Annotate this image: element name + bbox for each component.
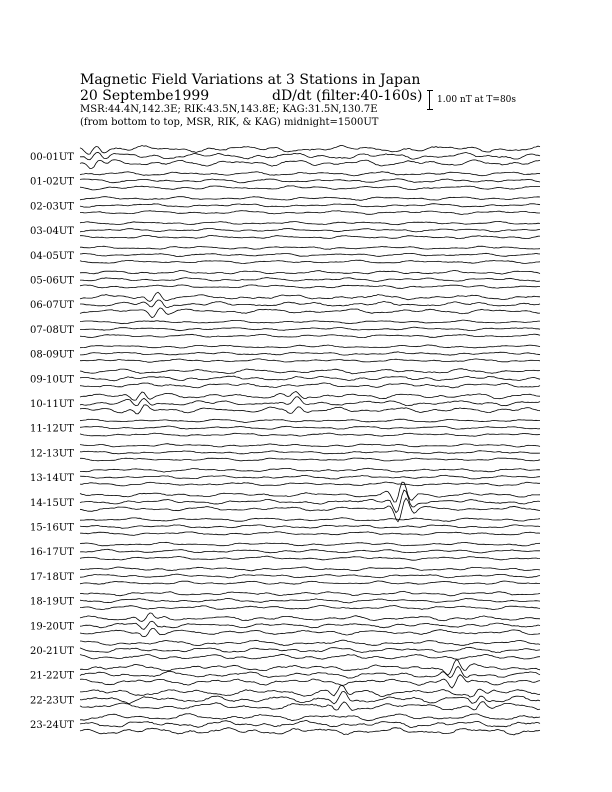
hour-label-6: 06-07UT	[30, 300, 74, 312]
trace-msr-hour-18	[80, 591, 540, 596]
hour-label-12: 12-13UT	[30, 448, 74, 460]
trace-kag-hour-4	[80, 260, 540, 264]
trace-msr-hour-9	[80, 369, 540, 374]
trace-msr-hour-8	[80, 345, 540, 348]
hour-label-4: 04-05UT	[30, 250, 74, 262]
hour-label-3: 03-04UT	[30, 226, 74, 238]
trace-msr-hour-6	[80, 292, 540, 301]
trace-rik-hour-13	[80, 475, 540, 479]
trace-rik-hour-1	[80, 179, 540, 183]
trace-rik-hour-8	[80, 352, 540, 355]
hour-label-21: 21-22UT	[30, 670, 74, 682]
trace-kag-hour-22	[80, 702, 540, 711]
trace-msr-hour-1	[80, 172, 540, 176]
hour-label-9: 09-10UT	[30, 374, 74, 386]
trace-msr-hour-17	[80, 567, 540, 571]
trace-kag-hour-5	[80, 285, 540, 289]
hour-label-22: 22-23UT	[30, 695, 74, 707]
trace-kag-hour-19	[80, 628, 540, 636]
trace-msr-hour-0	[80, 145, 540, 154]
trace-rik-hour-21	[80, 666, 540, 678]
trace-msr-hour-4	[80, 246, 540, 249]
trace-rik-hour-9	[80, 376, 540, 381]
trace-msr-hour-15	[80, 518, 540, 522]
trace-rik-hour-15	[80, 525, 540, 528]
trace-rik-hour-2	[80, 204, 540, 207]
trace-kag-hour-0	[80, 160, 540, 169]
trace-msr-hour-19	[80, 613, 540, 622]
trace-kag-hour-21	[80, 675, 540, 688]
hour-label-18: 18-19UT	[30, 596, 74, 608]
trace-msr-hour-11	[80, 419, 540, 422]
trace-rik-hour-7	[80, 327, 540, 331]
trace-msr-hour-12	[80, 444, 540, 447]
trace-rik-hour-22	[80, 691, 540, 704]
trace-rik-hour-20	[80, 647, 540, 652]
hour-label-2: 02-03UT	[30, 201, 74, 213]
trace-kag-hour-16	[80, 556, 540, 560]
trace-rik-hour-10	[80, 397, 540, 406]
trace-kag-hour-10	[80, 405, 540, 414]
trace-kag-hour-18	[80, 606, 540, 610]
trace-rik-hour-23	[80, 720, 540, 727]
trace-order-note: (from bottom to top, MSR, RIK, & KAG) midnight=1500UT	[80, 117, 379, 128]
hour-label-19: 19-20UT	[30, 621, 74, 633]
hour-label-13: 13-14UT	[30, 473, 74, 485]
trace-rik-hour-12	[80, 451, 540, 454]
trace-kag-hour-2	[80, 211, 540, 215]
trace-msr-hour-3	[80, 221, 540, 224]
trace-msr-hour-2	[80, 197, 540, 201]
trace-kag-hour-7	[80, 334, 540, 338]
hour-label-7: 07-08UT	[30, 324, 74, 336]
hour-label-16: 16-17UT	[30, 547, 74, 559]
chart-date: 20 Septembe1999	[80, 88, 210, 104]
trace-rik-hour-5	[80, 278, 540, 282]
trace-rik-hour-4	[80, 253, 540, 256]
trace-kag-hour-20	[80, 654, 540, 659]
trace-msr-hour-20	[80, 640, 540, 645]
hour-label-17: 17-18UT	[30, 571, 74, 583]
trace-msr-hour-14	[80, 482, 540, 502]
hour-label-11: 11-12UT	[30, 423, 74, 435]
scale-label: 1.00 nT at T=80s	[437, 95, 517, 105]
chart-title: Magnetic Field Variations at 3 Stations in Japan	[80, 72, 421, 88]
hour-label-20: 20-21UT	[30, 646, 74, 657]
trace-rik-hour-19	[80, 621, 540, 629]
trace-msr-hour-21	[80, 660, 540, 675]
trace-kag-hour-9	[80, 383, 540, 388]
trace-kag-hour-12	[80, 458, 540, 461]
trace-kag-hour-1	[80, 186, 540, 190]
hour-label-0: 00-01UT	[30, 152, 74, 163]
trace-msr-hour-5	[80, 270, 540, 274]
trace-msr-hour-7	[80, 320, 540, 324]
trace-rik-hour-11	[80, 426, 540, 429]
trace-kag-hour-6	[80, 308, 540, 318]
trace-msr-hour-16	[80, 542, 540, 546]
filter-info: dD/dt (filter:40-160s)	[272, 88, 423, 104]
trace-rik-hour-3	[80, 228, 540, 232]
trace-kag-hour-3	[80, 235, 540, 238]
hour-label-10: 10-11UT	[30, 399, 74, 410]
hour-label-8: 08-09UT	[30, 349, 74, 361]
trace-kag-hour-17	[80, 581, 540, 584]
trace-rik-hour-18	[80, 598, 540, 603]
hour-label-23: 23-24UT	[30, 720, 74, 732]
trace-msr-hour-13	[80, 468, 540, 472]
trace-rik-hour-0	[80, 152, 540, 159]
trace-msr-hour-23	[80, 714, 540, 721]
hour-label-15: 15-16UT	[30, 522, 74, 534]
hour-label-1: 01-02UT	[30, 176, 74, 188]
trace-rik-hour-17	[80, 574, 540, 578]
hour-label-14: 14-15UT	[30, 497, 74, 509]
trace-kag-hour-11	[80, 433, 540, 436]
trace-rik-hour-16	[80, 549, 540, 553]
station-coordinates: MSR:44.4N,142.3E; RIK:43.5N,143.8E; KAG:31.5N,130.7E	[80, 104, 378, 115]
trace-msr-hour-10	[80, 392, 540, 401]
trace-msr-hour-22	[80, 685, 540, 697]
trace-kag-hour-15	[80, 532, 540, 536]
trace-kag-hour-13	[80, 482, 540, 486]
hour-label-5: 05-06UT	[30, 275, 74, 287]
trace-kag-hour-23	[80, 728, 540, 735]
trace-kag-hour-8	[80, 359, 540, 362]
